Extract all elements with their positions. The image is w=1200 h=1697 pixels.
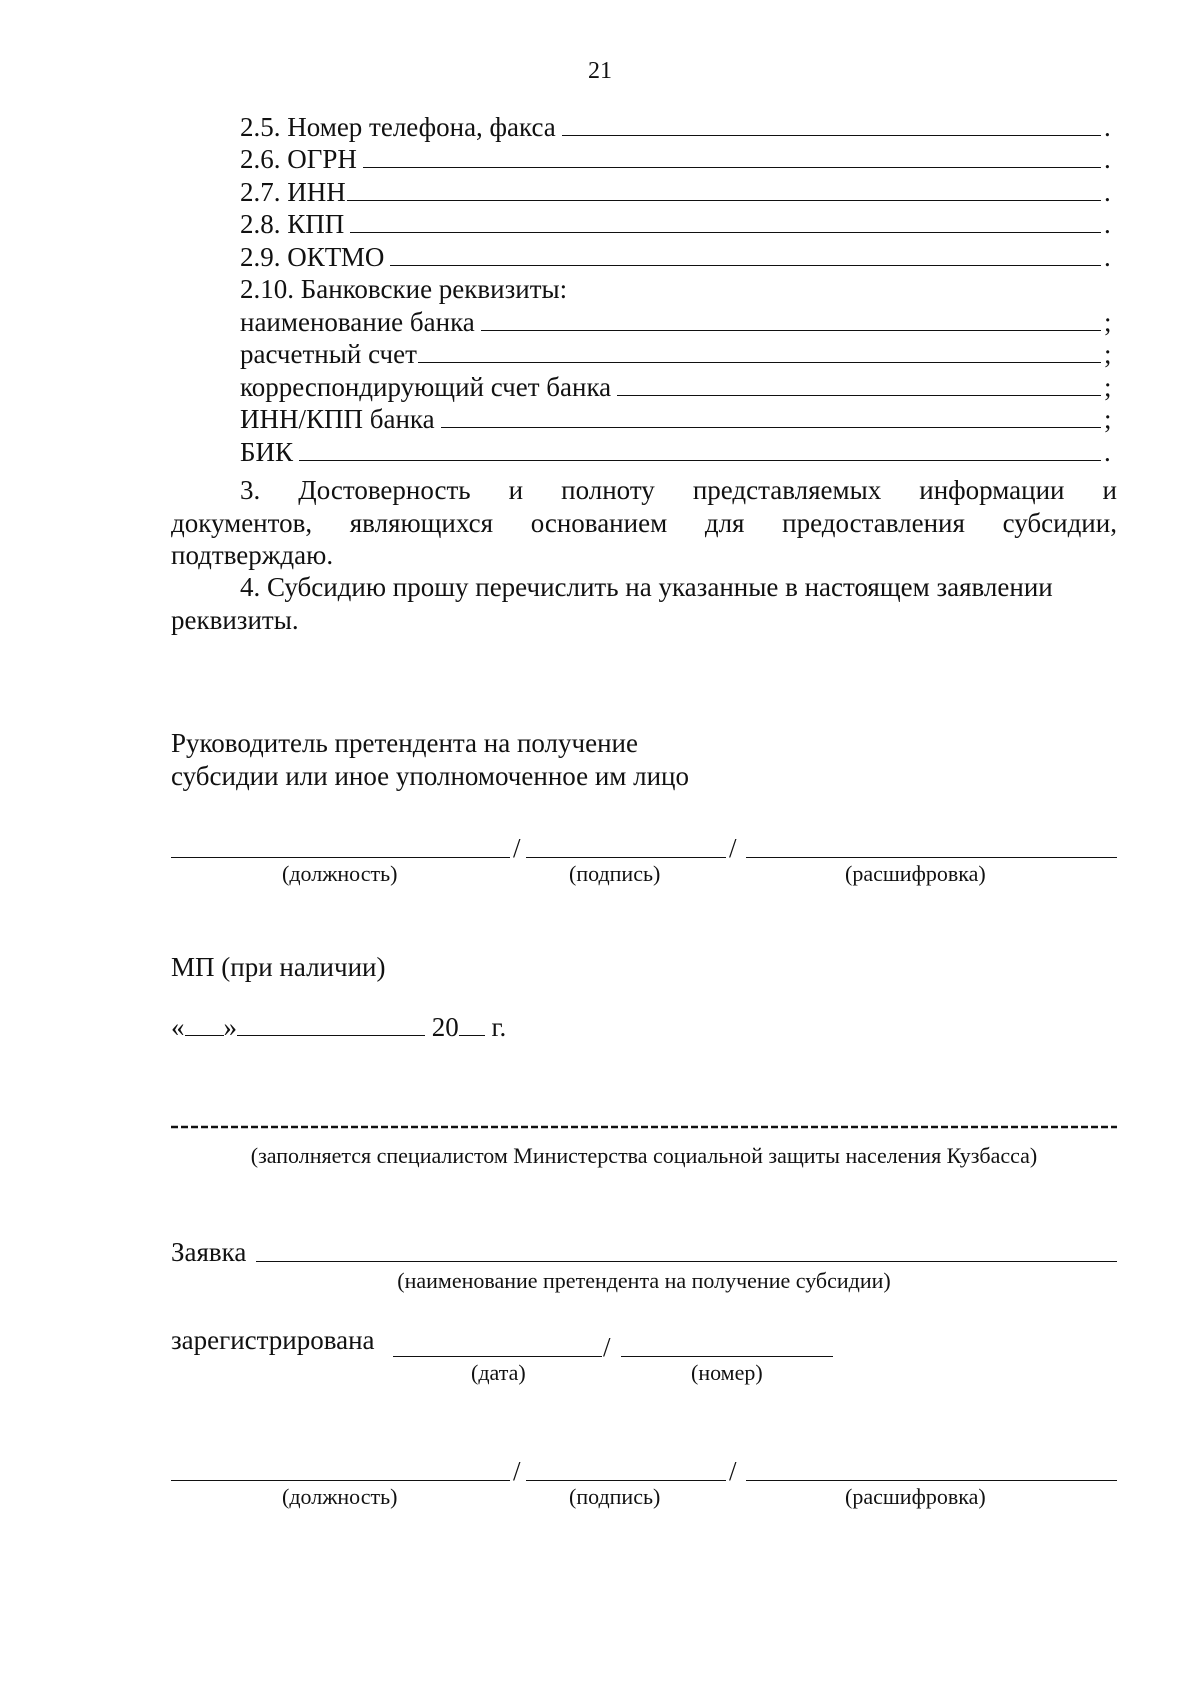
decoding-blank-line[interactable] (746, 856, 1117, 858)
year-blank[interactable] (459, 1013, 485, 1036)
month-blank[interactable] (237, 1013, 425, 1036)
caption-date: (дата) (471, 1360, 526, 1385)
caption-signature: (подпись) (569, 861, 661, 886)
year-prefix: 20 (431, 1012, 459, 1042)
signer-line: Руководитель претендента на получение (171, 728, 638, 758)
field-blank-line[interactable] (617, 394, 1101, 396)
field-bank-inn-kpp (240, 403, 1114, 436)
field-punct: . (1104, 209, 1111, 239)
dashed-separator (171, 1124, 1117, 1130)
field-punct: ; (1104, 306, 1112, 337)
word: основанием (530, 507, 668, 538)
close-quote: » (223, 1012, 237, 1042)
decoding-blank-line[interactable] (746, 1479, 1117, 1481)
field-blank-line[interactable] (363, 166, 1101, 168)
signature-captions-specialist (171, 1484, 1117, 1514)
field-punct: ; (1104, 404, 1112, 434)
word: являющихся (349, 507, 494, 538)
field-label: 2.7. ИНН (240, 176, 346, 207)
field-punct: . (1104, 241, 1111, 272)
paragraph-line (171, 571, 1117, 604)
word: представляемых (692, 475, 882, 505)
position-blank-line[interactable] (171, 1479, 510, 1481)
year-suffix: г. (491, 1012, 507, 1042)
field-blank-line[interactable] (299, 459, 1101, 461)
field-bank-name (240, 305, 1114, 338)
field-label: 2.8. КПП (240, 209, 345, 239)
field-punct: ; (1104, 371, 1112, 402)
word: для (704, 507, 745, 538)
field-punct: ; (1104, 339, 1112, 369)
field-label: 2.5. Номер телефона, факса (240, 111, 556, 142)
caption-number: (номер) (691, 1360, 763, 1385)
slash-separator: / (513, 833, 521, 863)
field-label: расчетный счет (240, 339, 417, 369)
field-kpp (240, 208, 1114, 241)
field-punct: . (1104, 111, 1111, 142)
word: документов, (171, 507, 313, 538)
word: субсидии, (1002, 507, 1117, 538)
field-blank-line[interactable] (350, 231, 1101, 233)
caption-position: (должность) (282, 861, 398, 886)
signature-blank-line[interactable] (526, 1479, 726, 1481)
application-name-row (171, 1237, 1117, 1268)
word: информации (919, 475, 1065, 505)
field-label: 2.6. ОГРН (240, 144, 357, 174)
signer-line: субсидии или иное уполномоченное им лицо (171, 761, 689, 791)
open-quote: « (171, 1012, 185, 1042)
application-label: Заявка (171, 1237, 247, 1267)
registered-label: зарегистрирована (171, 1325, 375, 1355)
slash-separator: / (729, 833, 737, 863)
paragraph-3 (171, 474, 1117, 572)
word: и (508, 475, 524, 505)
field-inn (240, 175, 1114, 208)
paragraph-line (171, 474, 1117, 507)
registration-captions (171, 1360, 1117, 1390)
caption-decoding: (расшифровка) (845, 861, 986, 886)
field-blank-line[interactable] (441, 426, 1101, 428)
field-oktmo (240, 240, 1114, 273)
signature-blank-line[interactable] (526, 856, 726, 858)
day-blank[interactable] (185, 1013, 224, 1036)
field-blank-line[interactable] (481, 329, 1101, 331)
word: Достоверность (298, 475, 471, 505)
paragraph-line: подтверждаю. (171, 540, 334, 570)
stamp-placeholder: МП (при наличии) (171, 952, 386, 982)
application-caption: (наименование претендента на получение субсидии) (397, 1268, 891, 1293)
caption-position: (должность) (282, 1484, 398, 1509)
section-heading: 2.10. Банковские реквизиты: (240, 274, 568, 304)
requisites-fields (240, 110, 1114, 468)
field-corr-account (240, 370, 1114, 403)
caption-signature: (подпись) (569, 1484, 661, 1509)
field-punct: . (1104, 176, 1111, 207)
signer-title (171, 727, 689, 793)
paragraph-line: реквизиты. (171, 604, 299, 635)
field-punct: . (1104, 144, 1111, 174)
field-label: ИНН/КПП банка (240, 404, 435, 434)
application-name-blank[interactable] (256, 1260, 1117, 1262)
field-label: наименование банка (240, 306, 475, 337)
ministry-note: (заполняется специалистом Министерства социальной защиты населения Кузбасса) (250, 1143, 1038, 1168)
registration-number-blank[interactable] (621, 1355, 833, 1357)
field-blank-line[interactable] (390, 264, 1101, 266)
word: и (1102, 475, 1117, 505)
word: предоставления (782, 507, 965, 538)
word: полноту (561, 475, 655, 505)
field-bik (240, 435, 1114, 468)
slash-separator: / (729, 1456, 737, 1486)
slash-separator: / (513, 1456, 521, 1486)
field-label: корреспондирующий счет банка (240, 371, 612, 402)
field-blank-line[interactable] (347, 199, 1101, 201)
field-ogrn (240, 143, 1114, 176)
paragraph-line (171, 507, 1117, 540)
caption-decoding: (расшифровка) (845, 1484, 986, 1509)
field-phone-fax (240, 110, 1114, 143)
paragraph-4 (171, 571, 1117, 636)
date-line (171, 1012, 506, 1043)
signature-captions-applicant (171, 861, 1117, 891)
bank-requisites-header (240, 273, 1114, 306)
field-label: 2.9. ОКТМО (240, 241, 385, 272)
field-account (240, 338, 1114, 371)
paragraph-text: 4. Субсидию прошу перечислить на указанные в настоящем заявлении (240, 572, 1053, 602)
position-blank-line[interactable] (171, 856, 510, 858)
word: 3. (240, 475, 261, 505)
slash-separator: / (603, 1332, 611, 1362)
page-number: 21 (588, 58, 612, 84)
signature-row-specialist (171, 1445, 1117, 1486)
registration-date-blank[interactable] (393, 1355, 602, 1357)
field-blank-line[interactable] (418, 361, 1101, 363)
registration-row (171, 1323, 1117, 1362)
field-blank-line[interactable] (562, 134, 1101, 136)
field-label: БИК (240, 436, 294, 467)
field-punct: . (1104, 436, 1111, 467)
signature-row-applicant (171, 822, 1117, 863)
